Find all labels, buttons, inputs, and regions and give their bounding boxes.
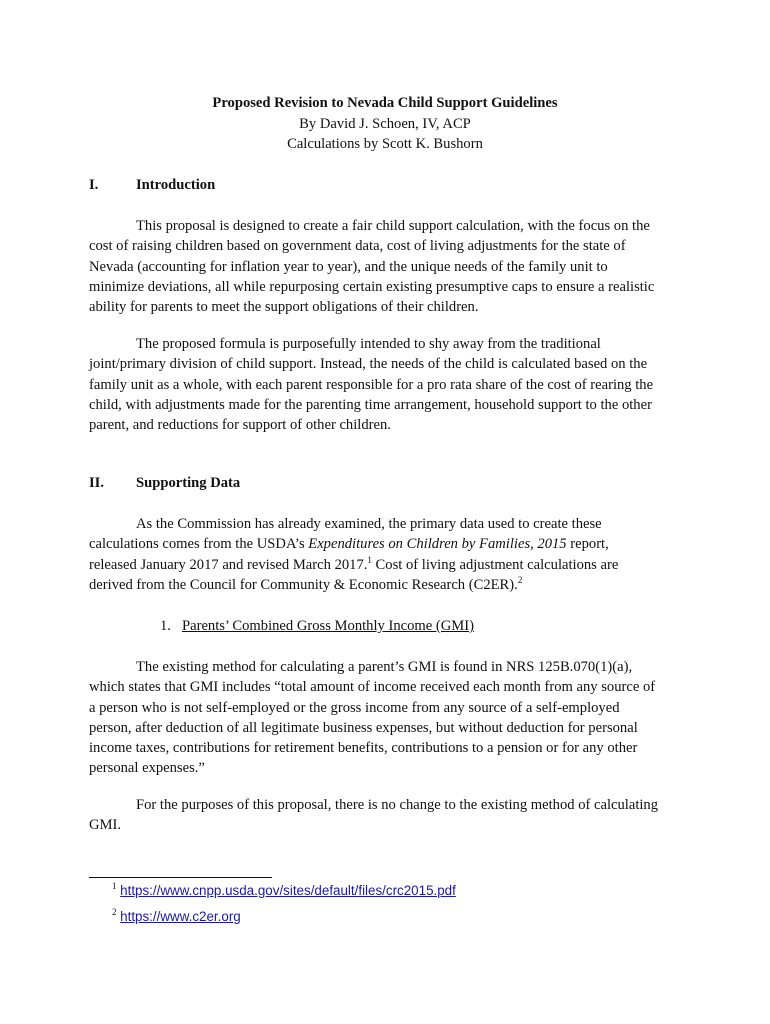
intro-paragraph-1	[89, 216, 686, 317]
text-line: personal expenses.”	[89, 760, 205, 777]
section-heading-supporting-data	[89, 473, 240, 493]
section-title: Supporting Data	[136, 475, 241, 491]
gmi-paragraph	[89, 657, 686, 779]
text-line: The proposed formula is purposefully intended to shy away from the traditional	[136, 336, 601, 352]
text-run: Cost of living adjustment calculations are	[371, 556, 619, 573]
section-number: II.	[89, 475, 105, 491]
footnote-ref-1[interactable]: 1	[367, 554, 372, 565]
footnote-2	[112, 907, 241, 927]
supporting-data-paragraph	[89, 514, 686, 595]
author-line: By David J. Schoen, IV, ACP	[299, 115, 471, 132]
subsection-title: Parents’ Combined Gross Monthly Income (GMI)	[182, 618, 474, 634]
text-line: minimize deviations, all while repurposing certain existing presumptive caps to ensure a realistic	[89, 278, 655, 295]
text-line: a person who is not self-employed or the gross income from any source of a self-employed	[89, 699, 620, 716]
footnote-ref-2[interactable]: 2	[517, 574, 523, 585]
text-run: report,	[566, 536, 609, 553]
footnote-link-usda[interactable]: https://www.cnpp.usda.gov/sites/default/files/crc2015.pdf	[120, 883, 456, 898]
text-run: derived from the Council for Community & Economic Research (C2ER).	[89, 576, 518, 593]
text-line: The existing method for calculating a parent’s GMI is found in NRS 125B.070(1)(a),	[136, 659, 633, 675]
text-line	[89, 534, 686, 554]
text-line: This proposal is designed to create a fair child support calculation, with the focus on the	[136, 218, 650, 234]
calculations-line: Calculations by Scott K. Bushorn	[287, 136, 483, 152]
text-line: family unit as a whole, with each parent responsible for a pro rata share of the cost of rearing the	[89, 376, 654, 393]
text-line: joint/primary division of child support. Instead, the needs of the child is calculated based on the	[89, 356, 648, 373]
text-line: As the Commission has already examined, the primary data used to create these	[136, 516, 602, 532]
text-line: which states that GMI includes “total amount of income received each month from any source of	[89, 679, 656, 696]
text-run: calculations comes from the USDA’s	[89, 536, 309, 553]
text-line: For the purposes of this proposal, there is no change to the existing method of calculating	[136, 797, 659, 813]
document-title: Proposed Revision to Nevada Child Support Guidelines	[212, 95, 558, 111]
subsection-number: 1.	[160, 618, 171, 634]
intro-paragraph-2	[89, 334, 686, 435]
text-line: child, with adjustments made for the parenting time arrangement, household support to the other	[89, 396, 652, 413]
text-line: cost of raising children based on government data, cost of living adjustments for the state of	[89, 238, 626, 255]
gmi-no-change-paragraph	[89, 795, 686, 836]
footnote-mark: 2	[112, 907, 117, 917]
text-run: released January 2017 and revised March 2017.	[89, 556, 368, 573]
text-line: ability for parents to meet the support obligations of their children.	[89, 299, 479, 316]
footnote-divider	[89, 877, 272, 878]
section-heading-introduction	[89, 175, 215, 195]
text-line: Nevada (accounting for inflation year to year), and the unique needs of the family unit to	[89, 258, 608, 275]
section-number: I.	[89, 177, 99, 193]
text-line: GMI.	[89, 817, 122, 834]
section-title: Introduction	[136, 177, 216, 193]
footnote-1	[112, 881, 456, 901]
title-block	[0, 93, 770, 155]
text-line: parent, and reductions for support of other children.	[89, 417, 391, 434]
text-line: income taxes, contributions for retirement benefits, contributions to a pension or for any other	[89, 740, 638, 757]
footnote-link-c2er[interactable]: https://www.c2er.org	[120, 909, 241, 924]
text-line	[89, 575, 686, 595]
text-line: person, after deduction of all legitimate business expenses, but without deduction for personal	[89, 719, 638, 736]
subsection-heading-gmi	[160, 616, 474, 636]
footnote-mark: 1	[112, 881, 117, 891]
text-line	[89, 555, 686, 575]
report-title: Expenditures on Children by Families, 2015	[308, 536, 567, 553]
